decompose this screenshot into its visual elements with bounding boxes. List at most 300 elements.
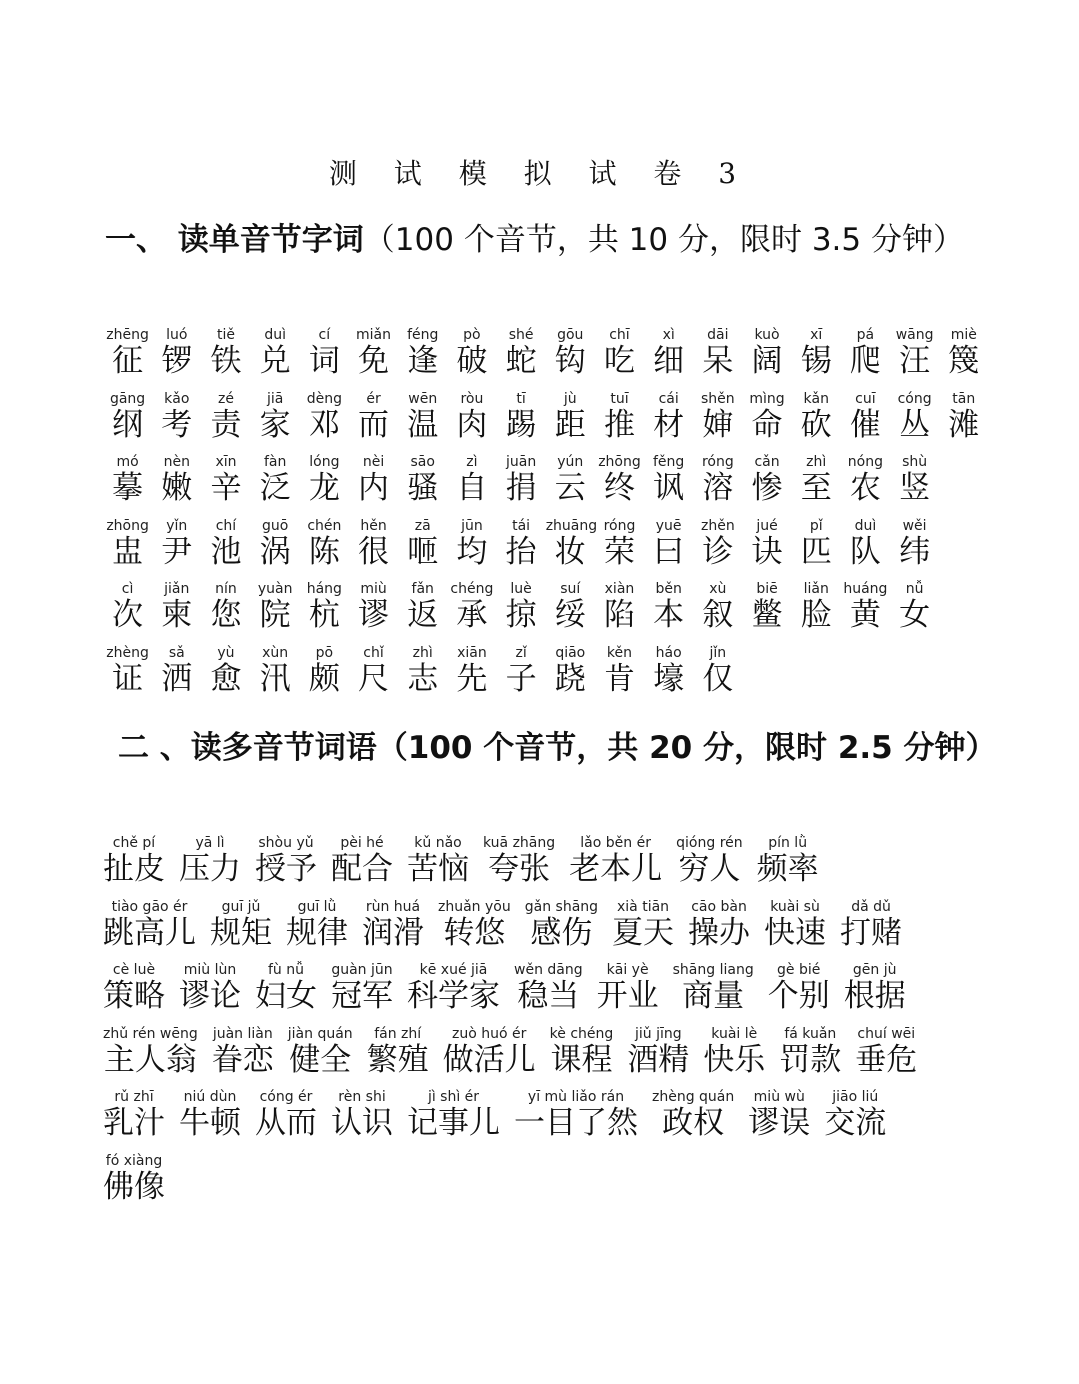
syllable-item	[300, 580, 349, 632]
word: 佛像	[103, 1168, 165, 1205]
word-item	[688, 898, 750, 950]
syllable-item	[644, 453, 693, 505]
syllable-item	[300, 644, 349, 696]
syllable-item	[742, 453, 791, 505]
syllable-item	[103, 326, 152, 378]
character: 返	[407, 597, 439, 633]
pinyin-label: tái	[512, 517, 531, 534]
character: 女	[899, 597, 931, 633]
pinyin-label: guī jǔ	[221, 898, 261, 915]
pinyin-label: chéng	[450, 581, 494, 597]
character: 踢	[505, 406, 537, 443]
character: 蛇	[505, 343, 537, 379]
pinyin-label: gēn jù	[852, 962, 897, 978]
pinyin-label: cè luè	[112, 962, 156, 978]
pinyin-label: duì	[854, 517, 877, 534]
syllable-item	[841, 453, 890, 505]
word: 主人翁	[103, 1041, 197, 1078]
pinyin-label: xiàn	[604, 581, 635, 597]
pinyin-label: qióng rén	[676, 835, 743, 851]
character: 诀	[751, 533, 783, 570]
syllable-item	[841, 326, 890, 378]
character: 催	[849, 406, 881, 443]
pinyin-label: liǎn	[803, 581, 829, 597]
pinyin-label: fěng	[653, 454, 685, 470]
syllable-item	[644, 580, 693, 632]
word: 频率	[756, 851, 819, 887]
word: 转悠	[443, 914, 506, 951]
syllable-item	[595, 390, 644, 442]
pinyin-label: háng	[306, 581, 342, 597]
pinyin-label: jù	[563, 390, 577, 407]
syllable-item	[251, 453, 300, 505]
pinyin-label: yǐn	[166, 517, 188, 534]
syllable-item	[349, 580, 398, 632]
pinyin-label: fá kuǎn	[784, 1025, 837, 1042]
character: 纬	[899, 533, 931, 570]
word-item	[331, 1088, 393, 1140]
pinyin-label: guàn jūn	[331, 962, 393, 978]
pinyin-label: kē xué jiā	[419, 962, 488, 978]
syllable-item	[693, 390, 742, 442]
character: 院	[259, 597, 291, 633]
pinyin-label: tiě	[216, 327, 235, 343]
pinyin-label: gè bié	[777, 962, 821, 978]
character: 破	[456, 343, 488, 379]
syllable-item	[497, 580, 546, 632]
pinyin-label: kěn	[606, 644, 633, 661]
pinyin-label: qiāo	[555, 644, 586, 661]
character: 掠	[505, 597, 537, 633]
character: 词	[308, 343, 340, 379]
pinyin-label: miù	[360, 581, 387, 597]
pinyin-label: miǎn	[356, 327, 392, 343]
section2-row	[103, 898, 916, 958]
syllable-item	[152, 453, 201, 505]
syllable-item	[890, 517, 939, 569]
syllable-item	[251, 580, 300, 632]
pinyin-label: mìng	[749, 390, 785, 407]
pinyin-label: cuī	[855, 390, 876, 407]
word-item	[179, 961, 241, 1013]
word: 商量	[682, 978, 745, 1014]
character: 颇	[308, 660, 340, 697]
syllable-item	[497, 453, 546, 505]
character: 愈	[210, 660, 242, 697]
pinyin-label: guō	[261, 517, 289, 534]
section2-row	[103, 1152, 179, 1212]
word: 眷恋	[211, 1041, 274, 1078]
syllable-item	[693, 644, 742, 696]
pinyin-label: jiàn quán	[287, 1025, 353, 1042]
character: 锣	[161, 343, 193, 379]
syllable-item	[546, 453, 595, 505]
pinyin-label: cí	[318, 327, 331, 343]
character: 陷	[603, 597, 635, 633]
pinyin-label: zhēng	[106, 327, 149, 343]
syllable-item	[103, 390, 152, 442]
pinyin-label: lóng	[309, 454, 340, 470]
character: 汪	[899, 343, 931, 379]
word: 穷人	[678, 851, 741, 887]
word: 冠军	[331, 978, 393, 1014]
syllable-item	[792, 517, 841, 569]
syllable-item	[152, 326, 201, 378]
word-item	[210, 898, 272, 950]
pinyin-label: nǚ	[905, 581, 924, 597]
word-item	[362, 898, 424, 950]
syllable-item	[939, 326, 988, 378]
character: 先	[456, 660, 488, 697]
character: 免	[358, 343, 390, 379]
syllable-item	[644, 390, 693, 442]
pinyin-label: zǐ	[515, 644, 527, 661]
character: 篾	[948, 343, 980, 379]
word: 授予	[255, 851, 317, 887]
pinyin-label: luè	[510, 581, 532, 597]
syllable-item	[497, 517, 546, 569]
pinyin-label: chuí wēi	[857, 1025, 916, 1042]
word-item	[748, 1088, 810, 1140]
pinyin-label: kǔ nǎo	[414, 835, 462, 851]
pinyin-label: zhì	[412, 644, 433, 661]
character: 兑	[259, 343, 291, 379]
character: 细	[653, 343, 685, 379]
word: 科学家	[407, 978, 500, 1014]
word-item	[840, 898, 902, 950]
character: 温	[407, 406, 439, 443]
pinyin-label: hěn	[360, 517, 387, 534]
pinyin-label: kuài lè	[711, 1025, 758, 1042]
pinyin-label: yuàn	[257, 581, 293, 597]
pinyin-label: jiǎn	[164, 581, 190, 597]
word: 老本儿	[569, 851, 663, 887]
syllable-item	[300, 390, 349, 442]
character: 均	[456, 533, 488, 570]
character: 云	[554, 470, 586, 506]
character: 嫩	[161, 470, 193, 506]
pinyin-label: xiān	[457, 644, 487, 661]
pinyin-label: wāng	[895, 327, 934, 343]
pinyin-label: jūn	[461, 517, 483, 534]
word-item	[288, 1025, 353, 1077]
pinyin-label: zhèng	[106, 644, 149, 661]
syllable-item	[349, 453, 398, 505]
section1-row	[103, 326, 988, 386]
word-item	[212, 1025, 274, 1077]
word: 个别	[767, 978, 830, 1014]
pinyin-label: lǎo běn ér	[580, 835, 651, 851]
pinyin-label: miè	[950, 327, 977, 343]
word: 规矩	[210, 914, 272, 951]
pinyin-label: sǎ	[168, 644, 185, 661]
word-item	[652, 1088, 734, 1140]
pinyin-label: shé	[508, 327, 534, 343]
syllable-item	[792, 453, 841, 505]
word-item	[255, 961, 317, 1013]
syllable-item	[792, 390, 841, 442]
section1-instructions: （100 个音节，共 10 分，限时 3.5 分钟）	[363, 222, 964, 258]
character: 汛	[259, 660, 291, 697]
syllable-item	[497, 390, 546, 442]
word-item	[673, 961, 754, 1013]
character: 荣	[603, 533, 635, 570]
pinyin-label: xī	[810, 327, 823, 343]
pinyin-label: xùn	[262, 644, 289, 661]
syllable-item	[447, 390, 496, 442]
syllable-item	[595, 453, 644, 505]
syllable-item	[792, 326, 841, 378]
syllable-item	[595, 644, 644, 696]
character: 队	[849, 533, 881, 570]
character: 尹	[161, 533, 193, 570]
syllable-item	[447, 453, 496, 505]
word-item	[855, 1025, 917, 1077]
character: 钩	[554, 343, 586, 379]
pinyin-label: róng	[603, 517, 636, 534]
character: 您	[210, 597, 242, 633]
character: 辛	[210, 470, 242, 506]
word-item	[824, 1088, 886, 1140]
character: 终	[603, 470, 635, 506]
character: 滩	[948, 406, 980, 443]
pinyin-label: wěn dāng	[514, 962, 583, 978]
word-item	[443, 1025, 536, 1077]
syllable-item	[251, 517, 300, 569]
pinyin-label: zé	[217, 390, 234, 407]
word-item	[407, 834, 469, 886]
word-item	[331, 834, 393, 886]
character: 纲	[112, 406, 144, 443]
character: 仅	[702, 660, 734, 697]
syllable-item	[693, 580, 742, 632]
character: 咂	[407, 533, 439, 570]
word: 感伤	[530, 914, 593, 951]
pinyin-label: shěn	[701, 390, 735, 407]
word: 健全	[289, 1041, 352, 1078]
pinyin-label: pǐ	[809, 517, 823, 534]
character: 抬	[505, 533, 537, 570]
pinyin-label: háo	[655, 644, 682, 661]
word: 垂危	[855, 1041, 918, 1078]
word-item	[550, 1025, 614, 1077]
syllable-item	[545, 517, 598, 570]
section1-row	[103, 644, 742, 704]
pinyin-label: cóng ér	[259, 1089, 313, 1105]
character: 逢	[407, 343, 439, 379]
pinyin-label: nèn	[163, 454, 190, 470]
character: 志	[407, 660, 439, 697]
syllable-item	[251, 326, 300, 378]
character: 绥	[554, 597, 586, 633]
pinyin-label: guī lǜ	[297, 898, 337, 915]
syllable-item	[398, 453, 447, 505]
character: 承	[456, 597, 488, 633]
syllable-item	[349, 517, 398, 569]
pinyin-label: nín	[215, 581, 237, 597]
section2-row	[103, 1088, 900, 1148]
pinyin-label: kè chéng	[549, 1025, 614, 1042]
word: 苦恼	[407, 851, 469, 887]
character: 阔	[751, 343, 783, 379]
pinyin-label: rèn shi	[338, 1089, 386, 1105]
character: 陈	[308, 533, 340, 570]
syllable-item	[595, 580, 644, 632]
character: 铁	[210, 343, 242, 379]
syllable-item	[644, 326, 693, 378]
syllable-item	[742, 517, 791, 569]
pinyin-label: wēn	[408, 390, 438, 407]
word: 快速	[764, 914, 827, 951]
syllable-item	[201, 453, 250, 505]
pinyin-label: zhōng	[106, 517, 149, 534]
syllable-item	[152, 580, 201, 632]
word: 扯皮	[103, 851, 165, 887]
word-item	[286, 898, 348, 950]
syllable-item	[644, 644, 693, 696]
character: 家	[259, 406, 291, 443]
syllable-item	[890, 580, 939, 632]
syllable-item	[890, 453, 939, 505]
pinyin-label: chén	[307, 517, 342, 534]
pinyin-label: sāo	[410, 454, 435, 470]
syllable-item	[152, 517, 201, 569]
character: 吃	[603, 343, 635, 379]
section2-row	[103, 834, 833, 894]
syllable-item	[300, 517, 349, 569]
word: 从而	[255, 1105, 317, 1141]
character: 丛	[899, 406, 931, 443]
character: 距	[554, 406, 586, 443]
pinyin-label: jiāo liú	[832, 1089, 879, 1105]
pinyin-label: zhǔ rén wēng	[103, 1025, 198, 1042]
syllable-item	[546, 580, 595, 632]
pinyin-label: miù wù	[753, 1089, 805, 1105]
character: 竖	[899, 470, 931, 506]
syllable-item	[890, 390, 939, 442]
syllable-item	[398, 580, 447, 632]
pinyin-label: yù	[217, 644, 235, 661]
pinyin-label: kuā zhāng	[483, 835, 556, 851]
word: 配合	[331, 851, 393, 887]
character: 诊	[702, 533, 734, 570]
word-item	[703, 1025, 765, 1077]
pinyin-label: dǎ dǔ	[851, 898, 891, 915]
character: 妆	[554, 533, 586, 570]
character: 跷	[554, 660, 586, 697]
word: 规律	[286, 914, 348, 951]
syllable-item	[792, 580, 841, 632]
syllable-item	[546, 326, 595, 378]
section1-row	[103, 390, 988, 450]
character: 材	[653, 406, 685, 443]
pinyin-label: kǎn	[803, 390, 829, 407]
word: 乳汁	[103, 1105, 165, 1141]
section2-row	[103, 961, 920, 1021]
pinyin-label: chí	[215, 517, 237, 534]
character: 子	[505, 660, 537, 697]
word-item	[103, 898, 196, 950]
pinyin-label: zuò huó ér	[451, 1025, 527, 1042]
syllable-item	[742, 580, 791, 632]
word-item	[597, 961, 659, 1013]
syllable-item	[497, 644, 546, 696]
character: 曰	[653, 533, 685, 570]
syllable-item	[595, 517, 644, 569]
word: 酒精	[627, 1041, 690, 1078]
word: 谬误	[748, 1105, 811, 1141]
word: 政权	[662, 1105, 725, 1141]
syllable-item	[201, 326, 250, 378]
word: 一目了然	[514, 1105, 638, 1141]
pinyin-label: fó xiàng	[105, 1152, 163, 1169]
syllable-item	[693, 453, 742, 505]
pinyin-label: juàn liàn	[212, 1025, 273, 1042]
word: 繁殖	[366, 1041, 429, 1078]
word-item	[768, 961, 830, 1013]
pinyin-label: huáng	[843, 581, 888, 597]
character: 骚	[407, 470, 439, 506]
pinyin-label: pèi hé	[340, 835, 384, 851]
pinyin-label: pá	[856, 327, 875, 343]
word-item	[764, 898, 826, 950]
pinyin-label: kǎo	[164, 390, 190, 407]
character: 责	[210, 406, 242, 443]
syllable-item	[939, 390, 988, 442]
character: 杭	[308, 597, 340, 633]
pinyin-label: jǐn	[709, 644, 727, 661]
pinyin-label: xià tiān	[617, 898, 670, 915]
pinyin-label: shòu yǔ	[258, 835, 314, 851]
pinyin-label: jiā	[266, 390, 284, 407]
character: 砍	[800, 406, 832, 443]
character: 考	[161, 406, 193, 443]
syllable-item	[152, 390, 201, 442]
character: 讽	[653, 470, 685, 506]
word: 记事儿	[407, 1105, 500, 1141]
character: 洒	[161, 660, 193, 697]
character: 肉	[456, 406, 488, 443]
pinyin-label: yuē	[655, 517, 682, 534]
syllable-item	[398, 644, 447, 696]
section1-row	[103, 517, 939, 577]
character: 摹	[112, 470, 144, 506]
character: 壕	[653, 660, 685, 697]
pinyin-label: jì shì ér	[427, 1089, 480, 1105]
syllable-item	[841, 517, 890, 569]
character: 龙	[308, 470, 340, 506]
syllable-item	[349, 326, 398, 378]
pinyin-label: yún	[557, 454, 584, 470]
character: 锡	[800, 343, 832, 379]
pinyin-label: xì	[662, 327, 675, 343]
character: 池	[210, 533, 242, 570]
pinyin-label: shù	[902, 454, 928, 470]
character: 涡	[259, 533, 291, 570]
pinyin-label: miù lùn	[183, 962, 237, 978]
pinyin-label: cǎn	[754, 454, 780, 470]
character: 呆	[702, 343, 734, 379]
pinyin-label: juān	[505, 454, 537, 470]
word-item	[438, 898, 511, 950]
pinyin-label: zhuāng	[545, 517, 598, 534]
character: 泛	[259, 470, 291, 506]
pinyin-label: zhōng	[598, 454, 641, 470]
syllable-item	[693, 517, 742, 569]
word-item	[483, 834, 555, 886]
syllable-item	[398, 390, 447, 442]
pinyin-label: zhèng quán	[652, 1089, 735, 1105]
